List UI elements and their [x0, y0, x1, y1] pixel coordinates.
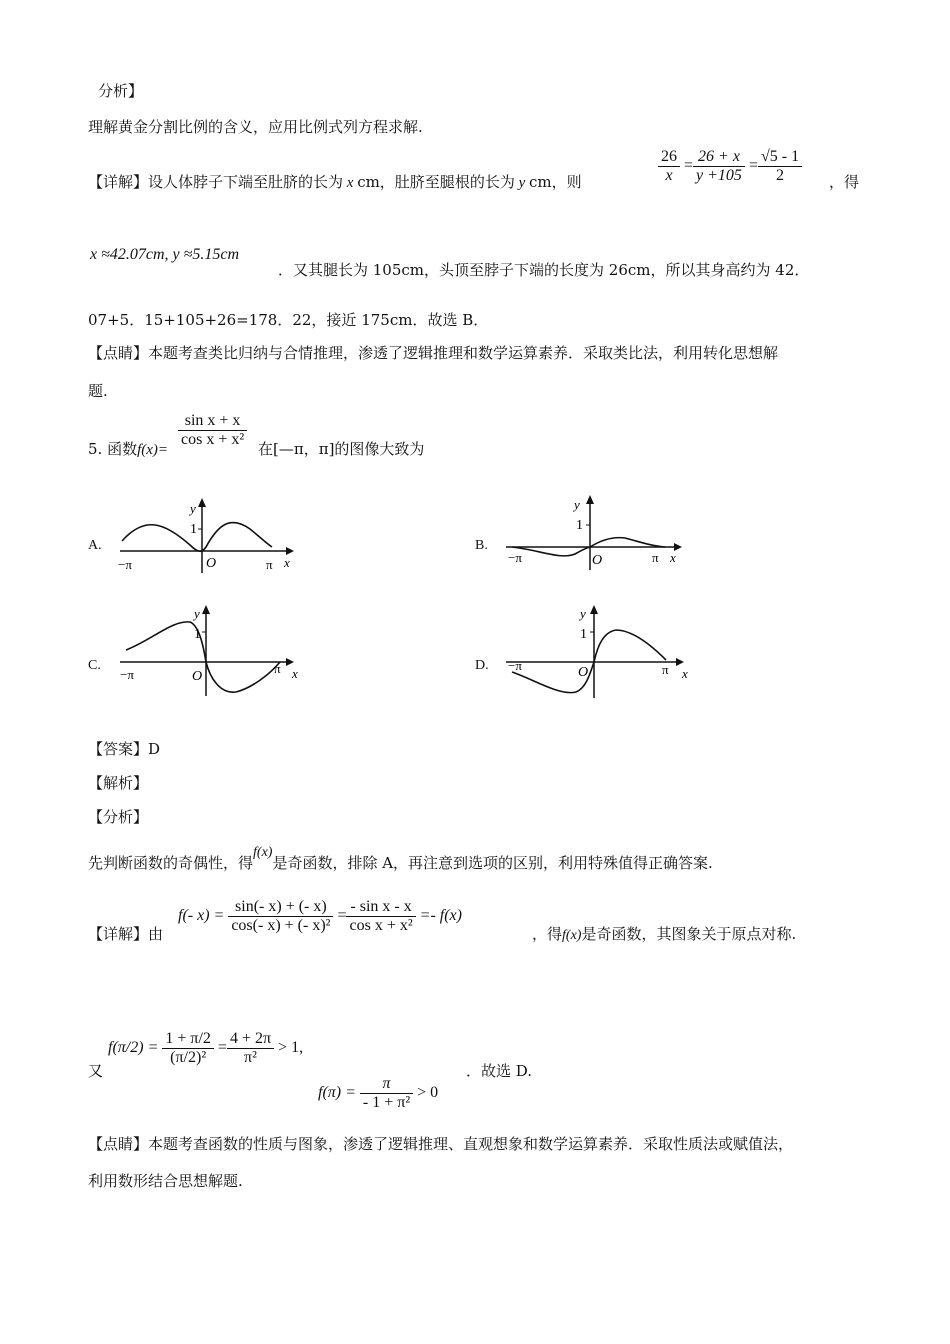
pi-label: π [274, 661, 281, 676]
x-label: x [284, 555, 290, 570]
detail-tail: ，得f(x)是奇函数，其图象关于原点对称. [532, 925, 797, 943]
option-c-label[interactable]: C. [88, 658, 101, 673]
comment-line-2: 题. [88, 382, 108, 400]
pi-label: π [662, 662, 669, 677]
neg-pi-label: −π [508, 658, 522, 673]
detail-line: 【详解】设人体脖子下端至肚脐的长为 x cm，肚脐至腿根的长为 y cm，则 [88, 173, 582, 191]
answer-line: 【答案】D [88, 740, 161, 758]
y-label: y [194, 606, 200, 621]
one-label: 1 [580, 627, 587, 642]
neg-pi-label: −π [118, 557, 132, 572]
detail-line-4: 07+5．15+105+26=178．22，接近 175cm．故选 B． [88, 311, 489, 329]
neg-pi-label: −π [508, 550, 522, 565]
question-stem: 5. 函数f(x)= [88, 440, 169, 458]
one-label: 1 [190, 522, 197, 537]
pi-label: π [652, 550, 659, 565]
neg-pi-label: −π [120, 667, 134, 682]
one-label: 1 [576, 518, 583, 533]
one-label: 1 [194, 627, 201, 642]
y-label: y [190, 501, 196, 516]
option-d-label[interactable]: D. [475, 658, 489, 673]
origin-label: O [578, 665, 589, 680]
detail-line-3: ．又其腿长为 105cm，头顶至脖子下端的长度为 26cm，所以其身高约为 42． [278, 261, 810, 279]
choose-d: ．故选 D. [466, 1062, 533, 1080]
y-label: y [574, 497, 580, 512]
origin-label: O [206, 556, 217, 571]
fenxi-heading: 【分析】 [88, 808, 149, 826]
y-label: y [580, 606, 586, 621]
f-pi-over-2-equation: f(π/2) = $\frac{1 + \pi/2}{\text{(π/2)²}}$ = $\frac{4 + 2\pi}{\text{π²}}$ > 1, [108, 1030, 304, 1066]
detail-prefix: 【详解】由 [88, 925, 164, 943]
x-label: x [670, 550, 676, 565]
x-label: x [292, 666, 298, 681]
odd-function-equation: f(- x) = $\frac{\sin(- x) + (- x)}{\text{cos(- x) + (- x)²}}$ = $\frac{\text{- sin x - x}}{\text{cos x + x²}}$ =- f(x) [178, 898, 462, 934]
f-pi-equation: f(π) = $\frac{\pi}{\text{- 1 + π²}}$ > 0 [318, 1075, 439, 1111]
pi-label: π [266, 557, 273, 572]
graph-a[interactable] [110, 495, 300, 575]
jiexi-heading: 【解析】 [88, 774, 149, 792]
analysis-step: 先判断函数的奇偶性，得f(x)是奇函数，排除 A，再注意到选项的区别，利用特殊值得正确答案. [88, 845, 713, 872]
analysis-text: 理解黄金分割比例的含义，应用比例式列方程求解. [88, 118, 423, 136]
x-label: x [682, 666, 688, 681]
result-math: x ≈42.07cm, y ≈5.15cm [90, 246, 240, 263]
also-prefix: 又 [88, 1062, 104, 1080]
analysis-heading: 分析】 [98, 82, 144, 100]
option-b-label[interactable]: B. [475, 538, 488, 553]
option-a-label[interactable]: A. [88, 538, 102, 553]
detail-end: ，得 [829, 173, 860, 191]
origin-label: O [592, 553, 603, 568]
graph-d[interactable] [500, 600, 695, 700]
comment-line-1: 【点睛】本题考查类比归纳与合情推理，渗透了逻辑推理和数学运算素养．采取类比法，利用转化思想解 [88, 344, 779, 362]
comment-line-2b: 利用数形结合思想解题. [88, 1172, 243, 1190]
graph-b[interactable] [500, 492, 690, 572]
comment-line-1b: 【点睛】本题考查函数的性质与图象，渗透了逻辑推理、直观想象和数学运算素养．采取性质法或赋值法， [88, 1135, 794, 1153]
golden-ratio-equation: $\frac{26}{x}$ = $\frac{26 + x}{y +105}$ = $\frac{√5 - 1}{2}$ [658, 148, 802, 185]
question-fraction: $\frac{\text{sin x + x}}{\text{cos x + x²}}$ [178, 412, 247, 449]
graph-c[interactable] [112, 600, 302, 700]
origin-label: O [192, 669, 203, 684]
question-range: 在[—π，π]的图像大致为 [258, 440, 425, 458]
